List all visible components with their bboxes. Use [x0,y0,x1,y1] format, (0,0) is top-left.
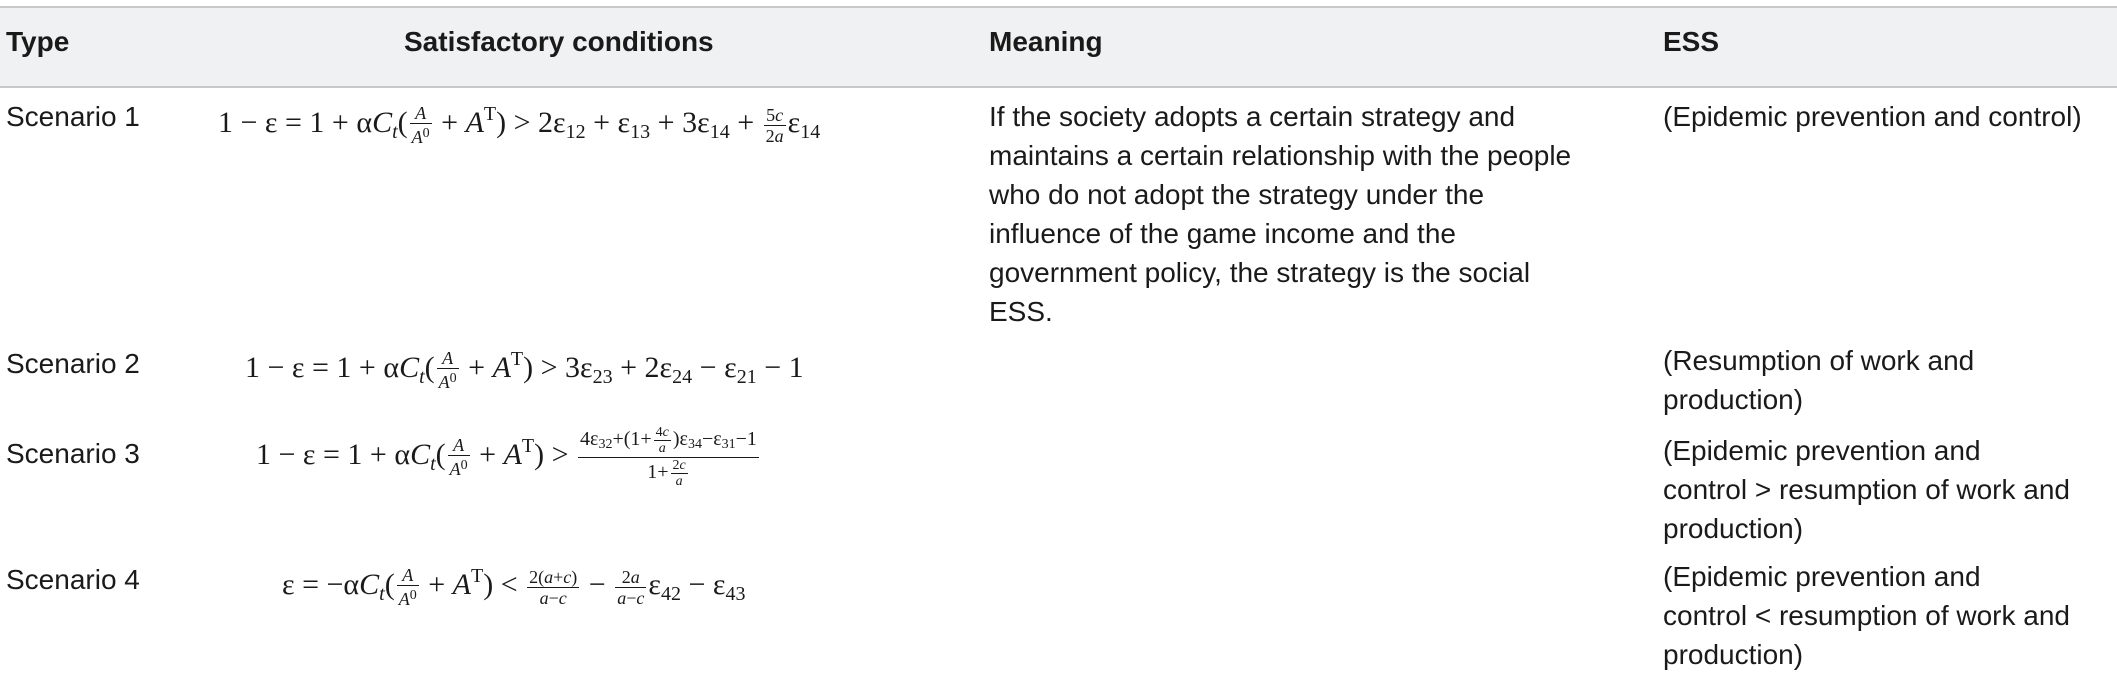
table-header-rule [0,86,2117,88]
header-type: Type [6,26,70,57]
row-2-ess-line: production) [1663,384,1804,415]
header-ess: ESS [1663,26,1720,57]
row-2-ess-line: (Resumption of work and [1663,345,1975,376]
row-1-type: Scenario 1 [6,101,140,132]
row-2-condition-formula: $1 - \varepsilon = 1 + \alpha C_t$( $\frac{A}{A^0}$ + $A^T) > 3\varepsilon_{23} + 2\varepsilon_{24} - \varepsilon_{21} - 1$ [245,348,804,393]
row-2-type: Scenario 2 [6,348,140,379]
row-1-meaning: If the society adopts a certain strategy and maintains a certain relationship with the people who do not adopt the strategy under the influence of the game income and the government policy, the strategy is the social ESS. [989,101,1572,327]
row-1-condition-formula: $1 - \varepsilon = 1 + \alpha C_t$( $\frac{A}{A^0}$ + $A^T) > 2\varepsilon_{12} + \varepsilon_{13} + 3\varepsilon_{14}$ + $\frac{5c}{2a}$ $\varepsilon_{14}$ [218,103,821,148]
row-4-ess [1663,557,2070,674]
row-4-ess-line: production) [1663,639,1804,670]
row-3-type: Scenario 3 [6,438,140,469]
row-4-type: Scenario 4 [6,564,140,595]
row-3-ess-line: control > resumption of work and [1663,474,2070,505]
header-meaning: Meaning [989,26,1103,57]
row-4-condition-formula: $\varepsilon = -\alpha C_t$( $\frac{A}{A^0}$ + $A^T$) < $\frac{2(a+c)}{a-c}$ − $\frac{2a}{a-c}$ $\varepsilon_{42} - \varepsilon_{43}$ [282,565,746,610]
row-3-ess [1663,431,2070,548]
row-3-ess-line: (Epidemic prevention and [1663,435,1981,466]
header-satisfactory-conditions: Satisfactory conditions [404,26,714,57]
row-3-condition-formula: $1 - \varepsilon = 1 + \alpha C_t$( $\frac{A}{A^0}$ + $A^T$) > $4\varepsilon_{32}+(1+$ $\frac{4c}{a}$ )$\varepsilon_{34}-\varepsilon_{31}-1$ 1+ $\frac{2c}{a}$ [256,425,757,490]
row-1-ess [1663,97,2082,136]
row-2-ess [1663,341,1974,419]
row-3-ess-line: production) [1663,513,1804,544]
row-1-ess-line: (Epidemic prevention and control) [1663,101,2082,132]
row-4-ess-line: (Epidemic prevention and [1663,561,1981,592]
row-4-ess-line: control < resumption of work and [1663,600,2070,631]
